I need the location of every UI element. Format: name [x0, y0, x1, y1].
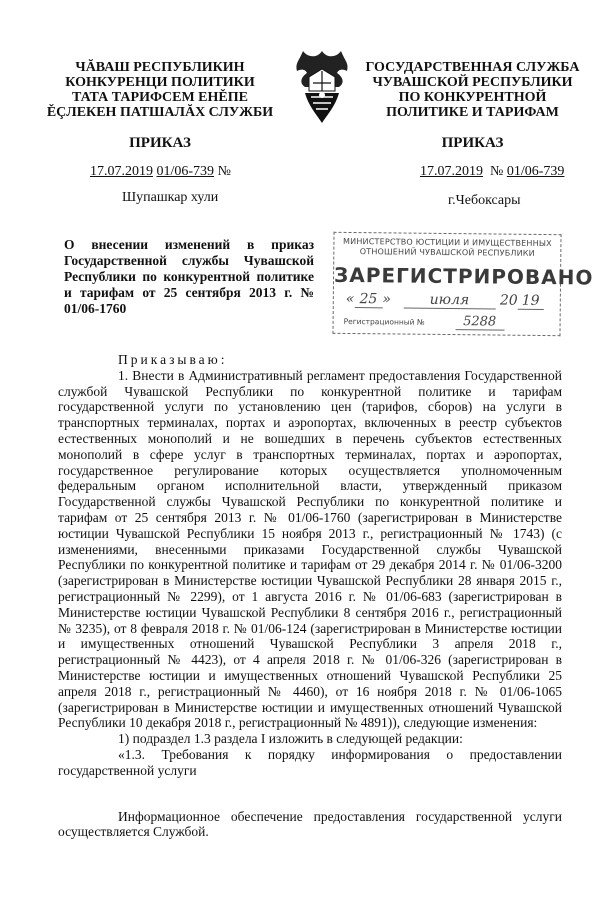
- header-left-line-1: ЧĂВАШ РЕСПУБЛИКИН: [75, 60, 245, 75]
- right-date-number: [420, 164, 564, 180]
- stamp-title: ЗАРЕГИСТРИРОВАНО: [333, 262, 594, 290]
- stamp-month: июля: [403, 292, 495, 310]
- paragraph-3: «1.3. Требования к порядку информирования о предоставлении государственной услуги: [58, 746, 562, 778]
- paragraph-4: Информационное обеспечение предоставления государственной услуги осуществляется Службой.: [58, 808, 562, 840]
- stamp-date: « 25 » июля 20 19: [346, 291, 544, 310]
- right-number: 01/06-739: [506, 164, 565, 179]
- prikaz-title-left: ПРИКАЗ: [129, 135, 191, 151]
- header-right-line-1: ГОСУДАРСТВЕННАЯ СЛУЖБА: [365, 60, 580, 75]
- left-date: 17.07.2019: [90, 164, 153, 179]
- document-body: [58, 352, 562, 840]
- document-subject: О внесении изменений в приказ Государственной службы Чувашской Республики по конкурентной политике и тарифам от 25 сентября 2013 г. № 01/06-1760: [64, 237, 314, 316]
- right-number-sign: №: [490, 164, 504, 179]
- paragraph-1: 1. Внести в Административный регламент предоставления Государственной службой Чувашской Республики по конкурентной политике и тарифам государственной услуги по установлению цен (тарифов, сборов) на услуги в транспортных терминалах, портах и аэропортах, включенных в реестр субъектов естественных монополий и не вошедших в перечень субъектов естественных монополий в сфере услуг в транспортных терминалах, портах и аэропортах, государственное регулирование которых осуществляется уполномоченным федеральным органом исполнительной власти, утвержденный приказом Государственной службы Чувашской Республики по конкурентной политике и тарифам от 25 сентября 2013 г. № 01/06-1760 (зарегистрирован в Министерстве юстиции Чувашской Республики 15 ноября 2013 г., регистрационный № 1743) (с изменениями, внесенными приказами Государственной службы Чувашской Республики по конкурентной политике и тарифам от 29 декабря 2014 г. № 01/06-3200 (зарегистрирован в Министерстве юстиции Чувашской Республики 28 января 2015 г., регистрационный № 2299), от 1 августа 2016 г. № 01/06-683 (зарегистрирован в Министерстве юстиции Чувашской Республики 8 сентября 2016 г., регистрационный № 3235), от 8 февраля 2018 г. № 01/06-124 (зарегистрирован в Министерстве юстиции и имущественных отношений Чувашской Республики 3 апреля 2018 г., регистрационный № 4423), от 4 апреля 2018 г. № 01/06-326 (зарегистрирован в Министерстве юстиции и имущественных отношений Чувашской Республики 25 апреля 2018 г., регистрационный № 4460), от 16 ноября 2018 г. № 01/06-1065 (зарегистрирован в Министерстве юстиции и имущественных отношений Чувашской Республики 10 декабря 2018 г., регистрационный № 4891)), следующие изменения:: [58, 367, 562, 731]
- header-left-line-2: КОНКУРЕНЦИ ПОЛИТИКИ: [65, 75, 255, 90]
- stamp-day: 25: [354, 291, 382, 308]
- right-city: г.Чебоксары: [448, 193, 521, 208]
- paragraph-2: 1) подраздел 1.3 раздела I изложить в следующей редакции:: [118, 731, 463, 747]
- stamp-organization: МИНИСТЕРСТВО ЮСТИЦИИ И ИМУЩЕСТВЕННЫХ ОТНОШЕНИЙ ЧУВАШСКОЙ РЕСПУБЛИКИ: [343, 236, 552, 258]
- stamp-reg-number-line: [344, 313, 505, 330]
- left-city: Шупашкар хули: [122, 190, 219, 205]
- stamp-reg-label: Регистрационный №: [343, 316, 425, 327]
- coat-of-arms-emblem: [287, 47, 357, 127]
- header-right-line-4: ПОЛИТИКЕ И ТАРИФАМ: [386, 105, 559, 120]
- left-date-number: [90, 164, 231, 180]
- left-number: 01/06-739: [156, 164, 215, 179]
- header-left-line-4: ĚÇЛЕКЕН ПАТШАЛĂХ СЛУЖБИ: [46, 105, 274, 120]
- registration-stamp: [332, 232, 594, 336]
- header-right-line-3: ПО КОНКУРЕНТНОЙ: [398, 90, 547, 105]
- prikazyvayu: Приказываю:: [118, 352, 228, 367]
- header-left: [40, 60, 280, 120]
- stamp-year: 19: [518, 293, 544, 310]
- left-number-sign: №: [217, 164, 231, 179]
- emblem-icon: [287, 47, 357, 127]
- header-right: [360, 60, 585, 120]
- header-right-line-2: ЧУВАШСКОЙ РЕСПУБЛИКИ: [372, 75, 573, 90]
- stamp-reg-number: 5288: [455, 314, 504, 331]
- prikaz-title-right: ПРИКАЗ: [441, 135, 504, 151]
- right-date: 17.07.2019: [420, 164, 483, 179]
- header-left-line-3: ТАТА ТАРИФСЕМ ЕНĚПЕ: [72, 90, 248, 105]
